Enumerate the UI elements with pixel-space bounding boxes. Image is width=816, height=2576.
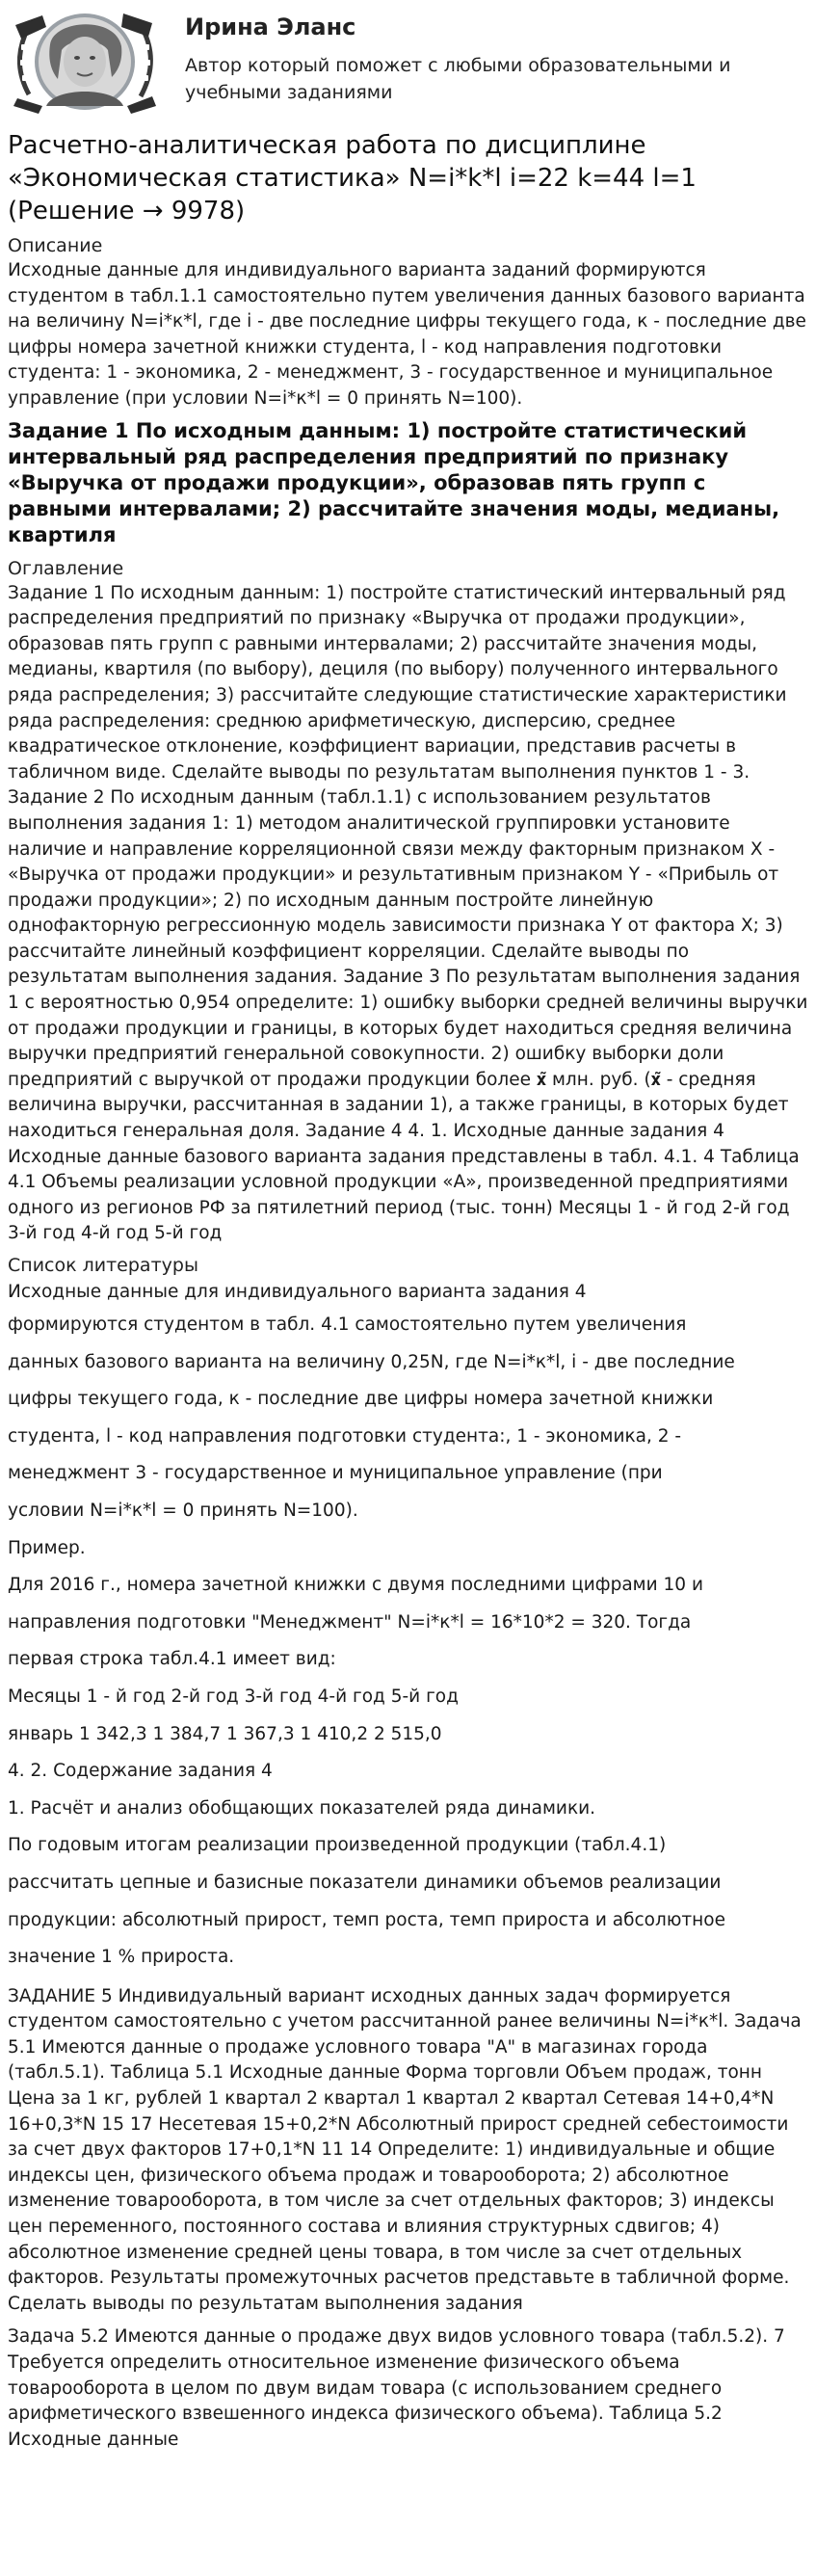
task5-text: ЗАДАНИЕ 5 Индивидуальный вариант исходных данных задач формируется студентом самостоятельно с учетом рассчитанной ранее величины N=i*к*l. Задача 5.1 Имеются данные о продаже условного товара "А" в магазинах города (табл.5.1). Таблица 5.1 Исходные данные Форма торговли Объем продаж, тонн Цена за 1 кг, рублей 1 квартал 2 квартал 1 квартал 2 квартал Сетевая 14+0,4*N 16+0,3*N 15 17 Несетевая 15+0,2*N Абсолютный прирост средней себестоимости за счет двух факторов 17+0,1*N 11 14 Определите: 1) индивидуальные и общие индексы цен, физического объема продаж и товарооборота; 2) абсолютное изменение товарооборота, в том числе за счет отдельных факторов; 3) индексы цен переменного, постоянного состава и влияния структурных сдвигов; 4) абсолютное изменение средней цены товара, в том числе за счет отдельных факторов. Результаты промежуточных расчетов представьте в табличной форме. Сделать выводы по результатам выполнения задания <box>8 1985 802 2314</box>
literature-line: Пример. <box>8 1537 86 1558</box>
description-text: Исходные данные для индивидуального варианта заданий формируются студентом в табл.1.1 самостоятельно путем увеличения данных базового варианта на величину N=i*к*l, где i - две последние цифры текущего года, к - последние две цифры номера зачетной книжки студента, l - код направления подготовки студента: 1 - экономика, 2 - менеджмент, 3 - государственное и муниципальное управление (при условии N=i*к*l = 0 принять N=100). <box>8 260 806 409</box>
literature-line: рассчитать цепные и базисные показатели динамики объемов реализации <box>8 1872 722 1893</box>
author-info <box>185 6 763 106</box>
author-header <box>8 0 810 116</box>
author-avatar[interactable] <box>8 6 162 114</box>
author-description: Автор который поможет с любыми образовательными и учебными заданиями <box>185 55 731 103</box>
literature-line: 1. Расчёт и анализ обобщающих показателей ряда динамики. <box>8 1797 596 1819</box>
author-name[interactable]: Ирина Эланс <box>185 13 356 40</box>
document-title: Расчетно-аналитическая работа по дисциплине «Экономическая статистика» N=i*k*l i=22 k=44 l=1 (Решение → 9978) <box>8 131 697 226</box>
literature-label: Список литературы <box>8 1255 198 1276</box>
literature-line: данных базового варианта на величину 0,25N, где N=i*к*l, i - две последние <box>8 1351 735 1372</box>
contents-label: Оглавление <box>8 557 124 579</box>
literature-line: По годовым итогам реализации произведенной продукции (табл.4.1) <box>8 1835 667 1856</box>
literature-line: первая строка табл.4.1 имеет вид: <box>8 1649 336 1670</box>
literature-line: 4. 2. Содержание задания 4 <box>8 1761 273 1782</box>
task-heading: Задание 1 По исходным данным: 1) постройте статистический интервальный ряд распределения предприятий по признаку «Выручка от продажи продукции», образовав пять групп с равными интервалами; 2) рассчитайте значения моды, медианы, квартиля <box>8 418 780 546</box>
literature-line: Месяцы 1 - й год 2-й год 3-й год 4-й год 5-й год <box>8 1686 459 1707</box>
literature-line: цифры текущего года, к - последние две цифры номера зачетной книжки <box>8 1389 714 1410</box>
literature-line: Для 2016 г., номера зачетной книжки с двумя последними цифрами 10 и <box>8 1575 703 1596</box>
literature-line: продукции: абсолютный прирост, темп роста, темп прироста и абсолютное <box>8 1909 725 1930</box>
literature-line: направления подготовки "Менеджмент" N=i*к*l = 16*10*2 = 320. Тогда <box>8 1611 692 1633</box>
literature-line: студента, l - код направления подготовки студента:, 1 - экономика, 2 - <box>8 1425 682 1447</box>
literature-line: значение 1 % прироста. <box>8 1947 235 1968</box>
literature-block <box>8 1278 810 1977</box>
literature-line: условии N=i*к*l = 0 принять N=100). <box>8 1500 358 1521</box>
task52-text: Задача 5.2 Имеются данные о продаже двух видов условного товара (табл.5.2). 7 Требуется определить относительное изменение физического объема товарооборота в целом по двум видам товара (с использованием среднего арифметического взвешенного индекса физического объема). Таблица 5.2 Исходные данные <box>8 2326 785 2450</box>
contents-text: Задание 1 По исходным данным: 1) постройте статистический интервальный ряд распределения предприятий по признаку «Выручка от продажи продукции», образовав пять групп с равными интервалами; 2) рассчитайте значения моды, медианы, квартиля (по выбору), дециля (по выбору) полученного интервального ряда распределения; 3) рассчитайте следующие статистические характеристики ряда распределения: среднюю арифметическую, дисперсию, среднее квадратическое отклонение, коэффициент вариации, представив расчеты в табличном виде. Сделайте выводы по результатам выполнения пунктов 1 - 3. Задание 2 По исходным данным (табл.1.1) с использованием результатов выполнения задания 1: 1) методом аналитической группировки установите наличие и направление корреляционной связи между факторным признаком X - «Выручка от продажи продукции» и результативным признаком Y - «Прибыль от продажи продукции»; 2) по исходным данным постройте линейную однофакторную регрессионную модель зависимости признака Y от фактора X; 3) рассчитайте линейный коэффициент корреляции. Сделайте выводы по результатам выполнения задания. Задание 3 По результатам выполнения задания 1 с вероятностью 0,954 определите: 1) ошибку выборки средней величины выручки от продажи продукции и границы, в которых будет находиться средняя величина выручки предприятий генеральной совокупности. 2) ошибку выборки доли предприятий с выручкой от продажи продукции более 𝐱̃ млн. руб. (𝐱̃ - средняя величина выручки, рассчитанная в задании 1), а также границы, в которых будет находиться генеральная доля. Задание 4 4. 1. Исходные данные задания 4 Исходные данные базового варианта задания представлены в табл. 4.1. 4 Таблица 4.1 Объемы реализации условной продукции «А», произведенной предприятиями одного из регионов РФ за пятилетний период (тыс. тонн) Месяцы 1 - й год 2-й год 3-й год 4-й год 5-й год <box>8 582 808 1244</box>
literature-line: менеджмент 3 - государственное и муниципальное управление (при <box>8 1463 663 1484</box>
avatar-frame-icon <box>8 6 162 114</box>
description-label: Описание <box>8 235 103 256</box>
literature-line: формируются студентом в табл. 4.1 самостоятельно путем увеличения <box>8 1315 687 1335</box>
literature-line: Исходные данные для индивидуального варианта задания 4 <box>8 1282 587 1302</box>
literature-line: январь 1 342,3 1 384,7 1 367,3 1 410,2 2 515,0 <box>8 1723 442 1744</box>
